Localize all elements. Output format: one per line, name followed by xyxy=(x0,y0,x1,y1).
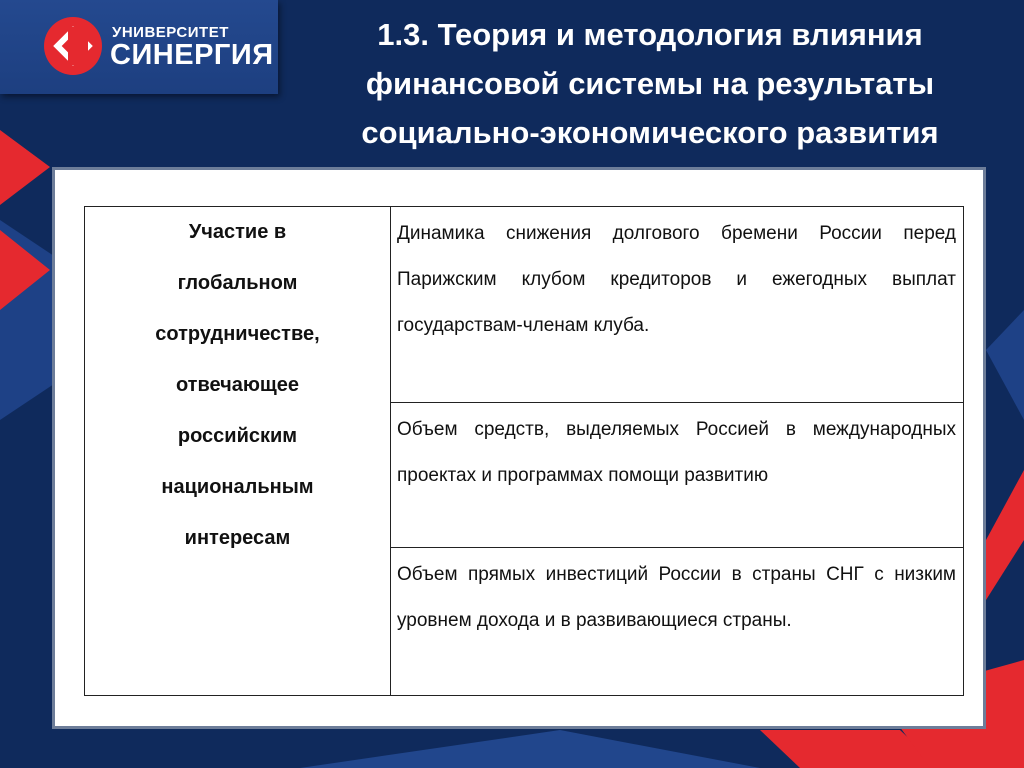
category-line: интересам xyxy=(184,527,291,549)
table-row xyxy=(85,207,964,403)
university-logo[interactable] xyxy=(0,0,278,94)
category-line: глобальном xyxy=(177,272,298,294)
category-cell xyxy=(85,207,391,696)
logo-text-university: УНИВЕРСИТЕТ xyxy=(112,24,229,41)
category-line: сотрудничестве, xyxy=(155,323,320,345)
indicator-cell-debt: Динамика снижения долгового бремени России перед Парижским клубом кредиторов и ежегодных выплат государствам-членам клуба. xyxy=(391,207,964,403)
category-line: российским xyxy=(177,425,298,447)
category-line: отвечающее xyxy=(175,374,300,396)
category-line: Участие в xyxy=(188,221,287,243)
indicator-cell-investment: Объем прямых инвестиций России в страны СНГ с низким уровнем дохода и в развивающиеся страны. xyxy=(391,548,964,696)
indicators-table xyxy=(84,206,964,696)
title-line-1: 1.3. Теория и методология влияния xyxy=(377,17,923,52)
indicator-cell-aid: Объем средств, выделяемых Россией в международных проектах и программах помощи развитию xyxy=(391,403,964,548)
category-line: национальным xyxy=(161,476,314,498)
title-line-2: финансовой системы на результаты xyxy=(365,66,935,101)
logo-text-synergy: СИНЕРГИЯ xyxy=(110,39,274,71)
page-title xyxy=(300,10,1000,157)
synergy-logo-icon xyxy=(44,17,102,75)
title-line-3: социально-экономического развития xyxy=(361,115,939,150)
